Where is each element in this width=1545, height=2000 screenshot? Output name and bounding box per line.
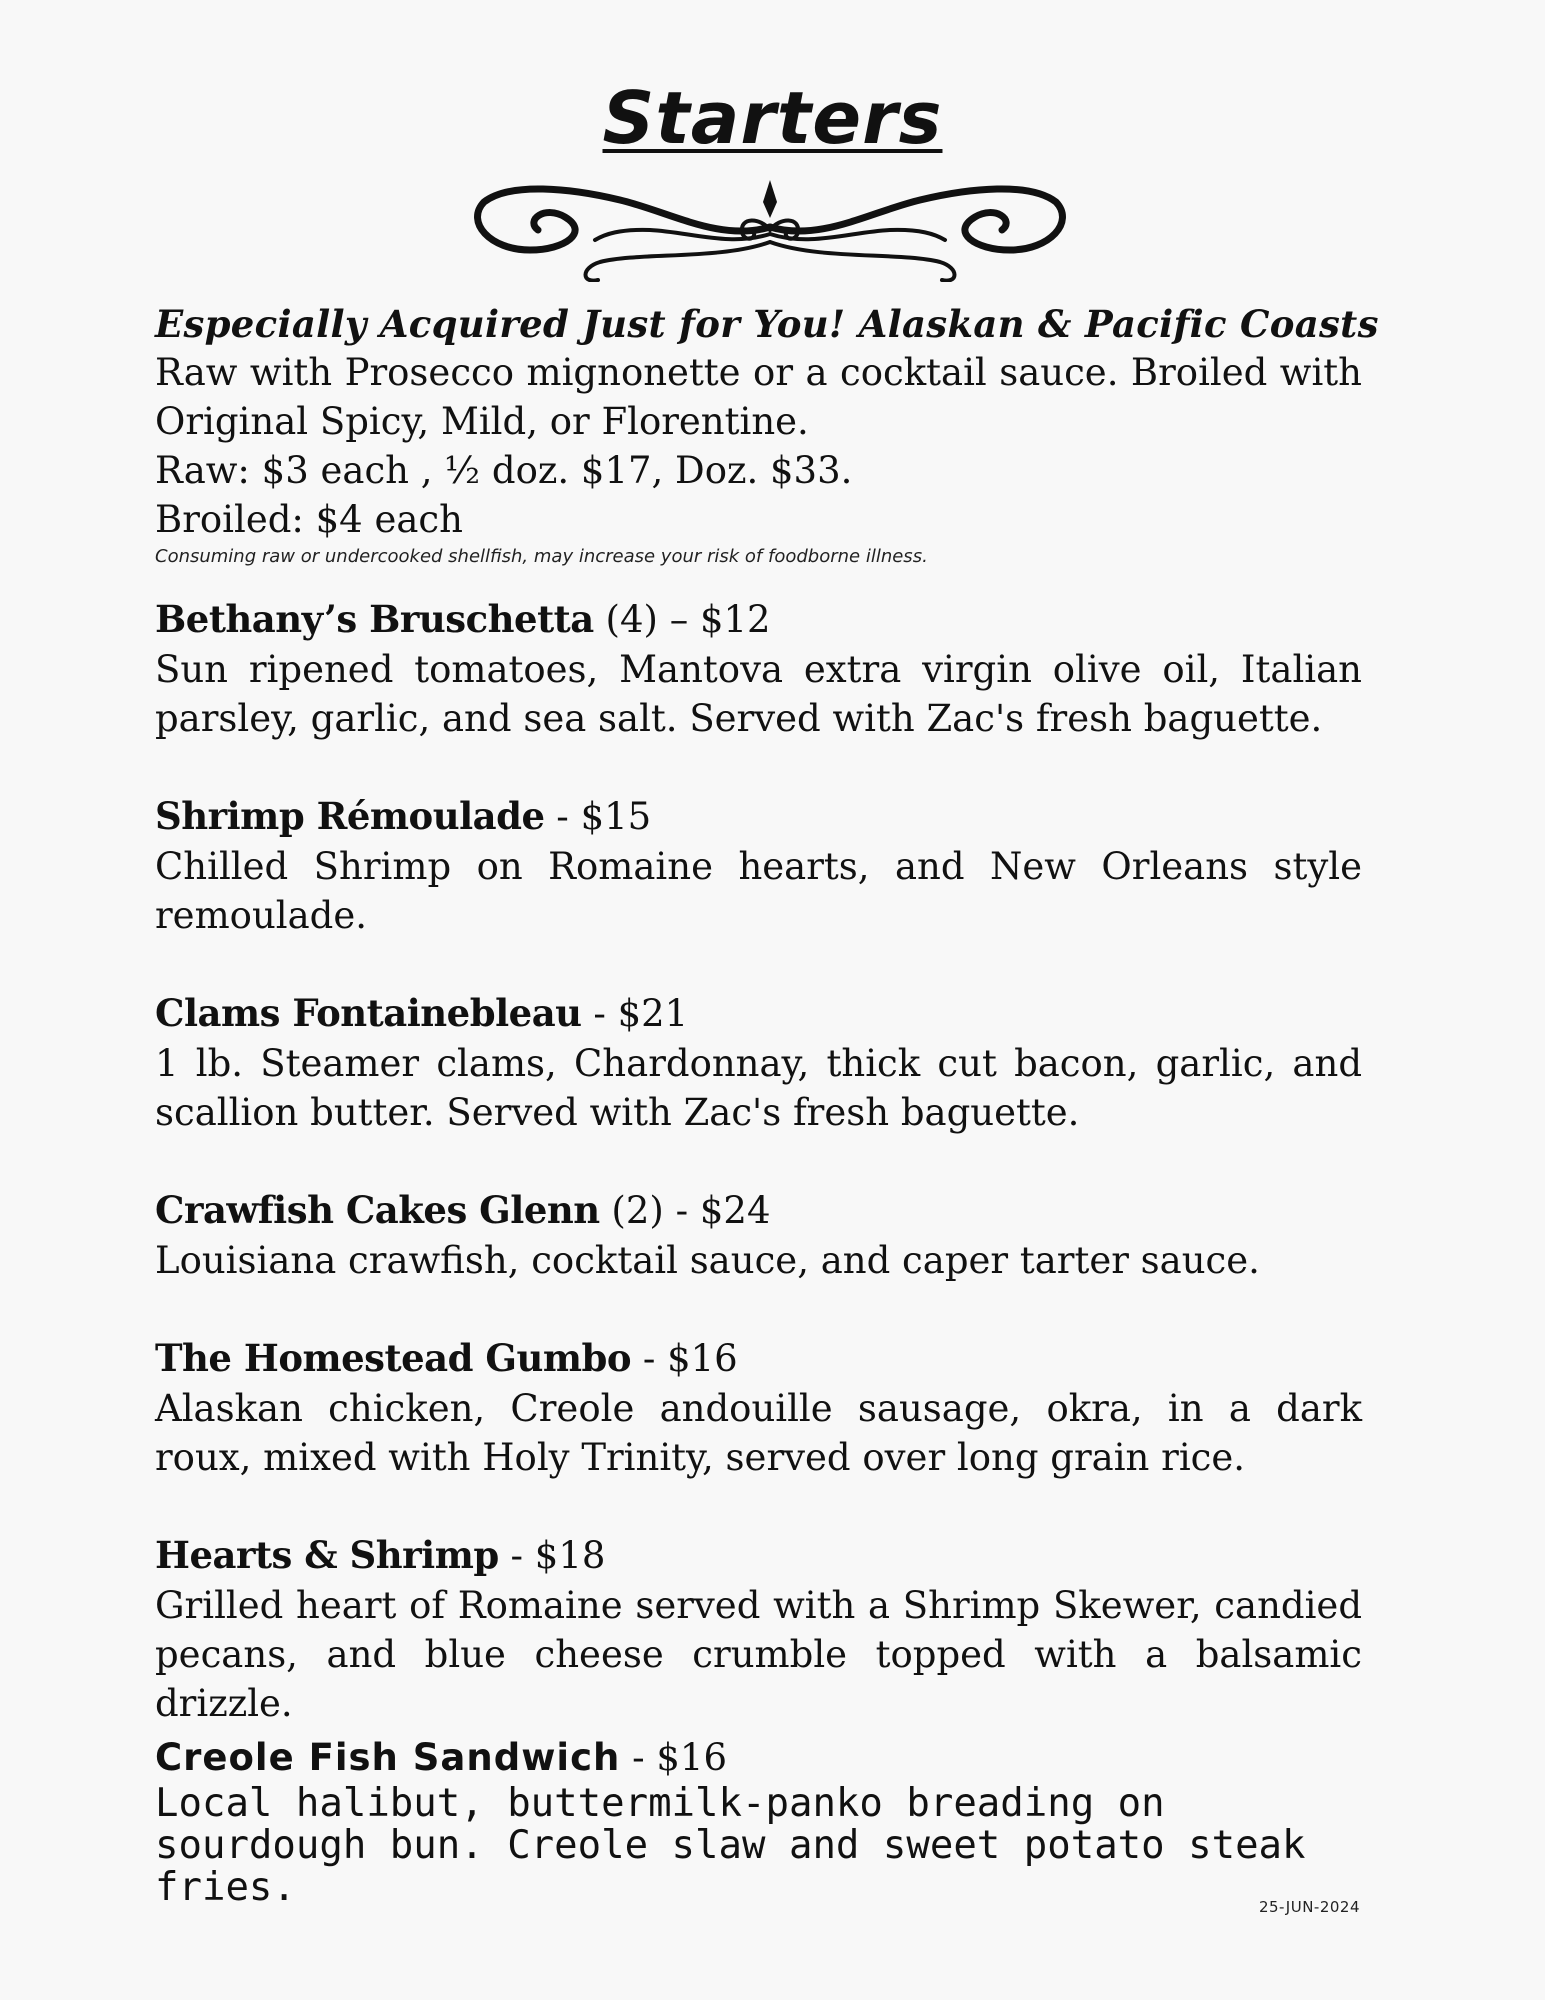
feature-section [155, 300, 1379, 570]
item-description: Sun ripened tomatoes, Mantova extra virgin olive oil, Italian parsley, garlic, and sea salt. Served with Zac's fresh baguette. [155, 648, 1362, 740]
feature-raw-price: Raw: $3 each , ½ doz. $17, Doz. $33. [155, 449, 853, 492]
item-description: Grilled heart of Romaine served with a Shrimp Skewer, candied pecans, and blue cheese crumble topped with a balsamic drizzle. [155, 1584, 1362, 1725]
item-price: - $18 [498, 1534, 606, 1577]
item-description: 1 lb. Steamer clams, Chardonnay, thick cut bacon, garlic, and scallion butter. Served with Zac's fresh baguette. [155, 1042, 1362, 1134]
item-description: Chilled Shrimp on Romaine hearts, and New Orleans style remoulade. [155, 845, 1362, 937]
item-name: Clams Fontainebleau [155, 991, 582, 1035]
item-description: Alaskan chicken, Creole andouille sausage, okra, in a dark roux, mixed with Holy Trinity, served over long grain rice. [155, 1387, 1362, 1479]
menu-item [155, 791, 1362, 940]
item-price: - $16 [620, 1736, 728, 1779]
feature-title: Especially Acquired Just for You! Alaskan & Pacific Coasts [155, 302, 1379, 346]
item-price: - $15 [544, 795, 652, 838]
menu-item [155, 1733, 1362, 1909]
menu-item [155, 1530, 1362, 1728]
item-price: (2) - $24 [599, 1189, 771, 1232]
item-description: Louisiana crawfish, cocktail sauce, and caper tarter sauce. [155, 1239, 1260, 1282]
item-price: (4) – $12 [593, 598, 771, 641]
item-name: Creole Fish Sandwich [155, 1736, 621, 1779]
item-description: Local halibut, buttermilk-panko breading on sourdough bun. Creole slaw and sweet potato steak fries. [155, 1781, 1306, 1910]
menu-item [155, 594, 1362, 743]
item-name: Shrimp Rémoulade [155, 794, 545, 838]
page-title: Starters [602, 76, 943, 160]
feature-broiled-price: Broiled: $4 each [155, 498, 463, 541]
item-name: Bethany’s Bruschetta [155, 597, 594, 641]
menu-date: 25-JUN-2024 [1258, 1898, 1360, 1916]
feature-description: Raw with Prosecco mignonette or a cocktail sauce. Broiled with Original Spicy, Mild, or Florentine. [155, 351, 1362, 443]
item-name: Crawfish Cakes Glenn [155, 1188, 600, 1232]
item-price: - $16 [631, 1337, 738, 1380]
item-name: The Homestead Gumbo [155, 1336, 632, 1380]
decorative-scroll-flourish-icon [470, 172, 1070, 282]
menu-item [155, 1185, 1362, 1285]
item-price: - $21 [581, 992, 689, 1035]
menu-item [155, 1333, 1362, 1482]
menu-item [155, 988, 1362, 1137]
health-warning: Consuming raw or undercooked shellfish, may increase your risk of foodborne illness. [155, 546, 928, 567]
item-name: Hearts & Shrimp [155, 1533, 499, 1577]
